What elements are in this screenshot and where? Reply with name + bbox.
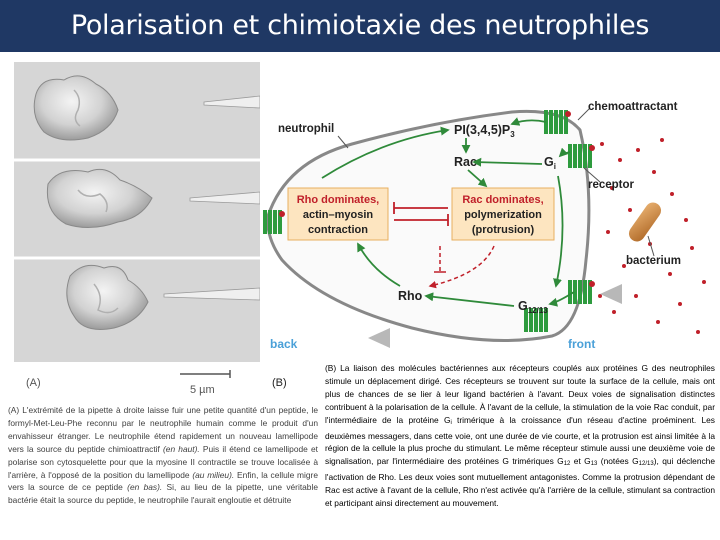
back-label: back — [270, 337, 298, 351]
caption-a: (A) L'extrémité de la pipette à droite laisse fuir une petite quantité d'un peptide, le formyl-Met-Leu-Phe reconnu par le neutrophile humain comme le produit d'un envahisseur étranger. Le neutrophile étend rapidement un nouveau lamellipode vers la source du peptide chimioattractif (en haut). Puis il étend ce lamellipode et polarise son cytosquelette pour que la myosine II contractile se trouve localisée à l'arrière, à l'opposé de la position du lamellipode (au milieu). Enfin, la cellule migre vers la source de ce peptide (en bas). Si, au lieu de la pipette, une véritable bactérie était la source du peptide, le neutrophile l'aurait engloutie et détruite — [8, 405, 318, 506]
gi-label: $G_i$ — [544, 155, 556, 171]
rho-label: Rho — [398, 289, 423, 303]
rac-box-line2: polymerization — [464, 209, 542, 221]
micrograph-panel — [14, 62, 260, 362]
rac-box-line1: Rac dominates, — [462, 194, 544, 206]
scale-label: 5 µm — [190, 384, 215, 396]
front-label: front — [568, 337, 596, 351]
bacterium-shape — [626, 199, 664, 244]
receptor-label: receptor — [588, 179, 635, 191]
rac-box-line3: (protrusion) — [471, 224, 535, 236]
chemoattractant-dots — [598, 138, 706, 334]
chemoattractant-label: chemoattractant — [588, 101, 678, 113]
caption-b: (B) La liaison des molécules bactériennes aux récepteurs couplés aux protéines G des neutrophiles stimule un déplacement dirigé. Ces récepteurs se trouvent sur toute la surface de la cellule, mais ont plus de chances de se lier à leur ligand bactérien à l'avant. Deux voies de signalisation distinctes contribuent à la polarisation de la cellule. À l'avant de la cellule, la stimulation de la voie Rac conduit, par l'intermédiaire de la protéine Gi trimérique à la croissance d'un réseau d'actine proéminent. Les deuxièmes messagers, dans cette voie, ont une durée de vie courte, et la protrusion est ainsi limitée à la région de la cellule la plus proche du stimulant. Le même récepteur stimule aussi une deuxième voie de signalisation, par l'intermédiaire des protéines G trimériques G12 et G13 (notées G12/13), qui déclenche l'activation de Rho. Les deux voies sont mutuellement antagonistes. Comme la protrusion dépendant de Rac est active à l'avant de la cellule, Rho n'est activée qu'à l'arrière de la cellule, stimulant sa contraction et participant ainsi directement au mouvement. — [325, 363, 715, 509]
slide-title: Polarisation et chimiotaxie des neutrophiles — [70, 10, 650, 41]
rac-label: Rac — [454, 155, 477, 169]
g1213-label: $G_{12/13}$ — [518, 299, 548, 315]
rho-box-line3: contraction — [308, 224, 368, 236]
panel-labels — [14, 362, 314, 402]
title-bar — [0, 0, 720, 52]
pip3-label: $PI(3,4,5)P_3$ — [454, 123, 515, 139]
panel-a-label: (A) — [26, 377, 41, 389]
neutrophil-label: neutrophil — [278, 123, 335, 135]
rho-box-line2: actin–myosin — [302, 209, 374, 221]
panel-b-label: (B) — [272, 377, 287, 389]
bacterium-label: bacterium — [626, 255, 681, 267]
signaling-diagram — [262, 60, 712, 360]
rho-box-line1: Rho dominates, — [296, 194, 380, 206]
